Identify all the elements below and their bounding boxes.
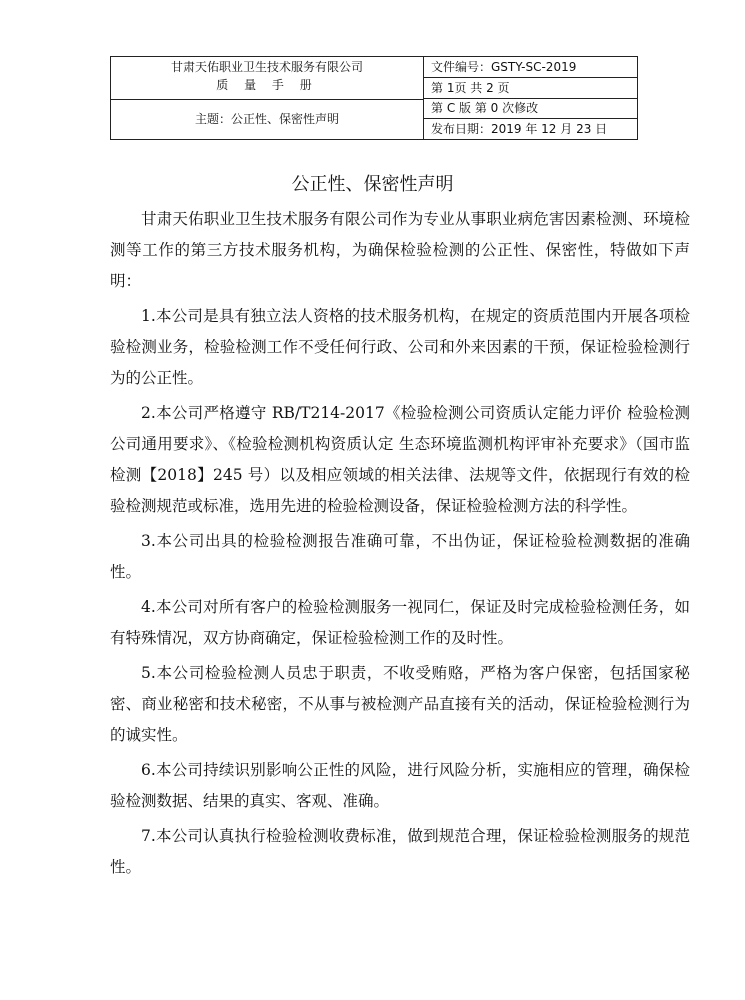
document-number: 文件编号：GSTY-SC-2019 [431,60,577,74]
clause-paragraph: 4.本公司对所有客户的检验检测服务一视同仁，保证及时完成检验检测任务，如有特殊情况，双方协商确定，保证检验检测工作的及时性。 [110,598,690,647]
publish-date: 发布日期：2019 年 12 月 23 日 [431,122,608,136]
clause-paragraph: 2.本公司严格遵守 RB/T214-2017《检验检测公司资质认定能力评价 检验检测公司通用要求》、《检验检测机构资质认定 生态环境监测机构评审补充要求》（国市监检测【2018】245 号）以及相应领域的相关法律、法规等文件，依据现行有效的检验检测规范或标准，选用先进的检验检测设备，保证检验检测方法的科学性。 [110,404,690,515]
table-divider [423,77,637,78]
company-name: 甘肃天佑职业卫生技术服务有限公司 [170,60,363,74]
table-divider [111,99,423,100]
clause-paragraph: 3.本公司出具的检验检测报告准确可靠，不出伪证，保证检验检测数据的准确性。 [110,532,690,581]
header-table [110,56,638,140]
table-divider [423,118,637,119]
clause-paragraph: 1.本公司是具有独立法人资格的技术服务机构，在规定的资质范围内开展各项检验检测业务，检验检测工作不受任何行政、公司和外来因素的干预，保证检验检测行为的公正性。 [110,307,690,387]
page-info: 第 1页 共 2 页 [431,81,510,95]
manual-label: 质 量 手 册 [216,78,318,92]
document-body [110,204,690,887]
clause-paragraph: 5.本公司检验检测人员忠于职责，不收受贿赂，严格为客户保密，包括国家秘密、商业秘密和技术秘密，不从事与被检测产品直接有关的活动，保证检验检测行为的诚实性。 [110,664,690,744]
version-info: 第 C 版 第 0 次修改 [431,101,539,115]
subject-label: 主题：公正性、保密性声明 [194,112,339,126]
clause-paragraph: 6.本公司持续识别影响公正性的风险，进行风险分析，实施相应的管理，确保检验检测数据、结果的真实、客观、准确。 [110,761,690,810]
table-divider [423,98,637,99]
document-title: 公正性、保密性声明 [291,174,454,195]
clause-paragraph: 7.本公司认真执行检验检测收费标准，做到规范合理，保证检验检测服务的规范性。 [110,827,690,876]
intro-paragraph: 甘肃天佑职业卫生技术服务有限公司作为专业从事职业病危害因素检测、环境检测等工作的第三方技术服务机构，为确保检验检测的公正性、保密性，特做如下声明： [110,210,690,290]
